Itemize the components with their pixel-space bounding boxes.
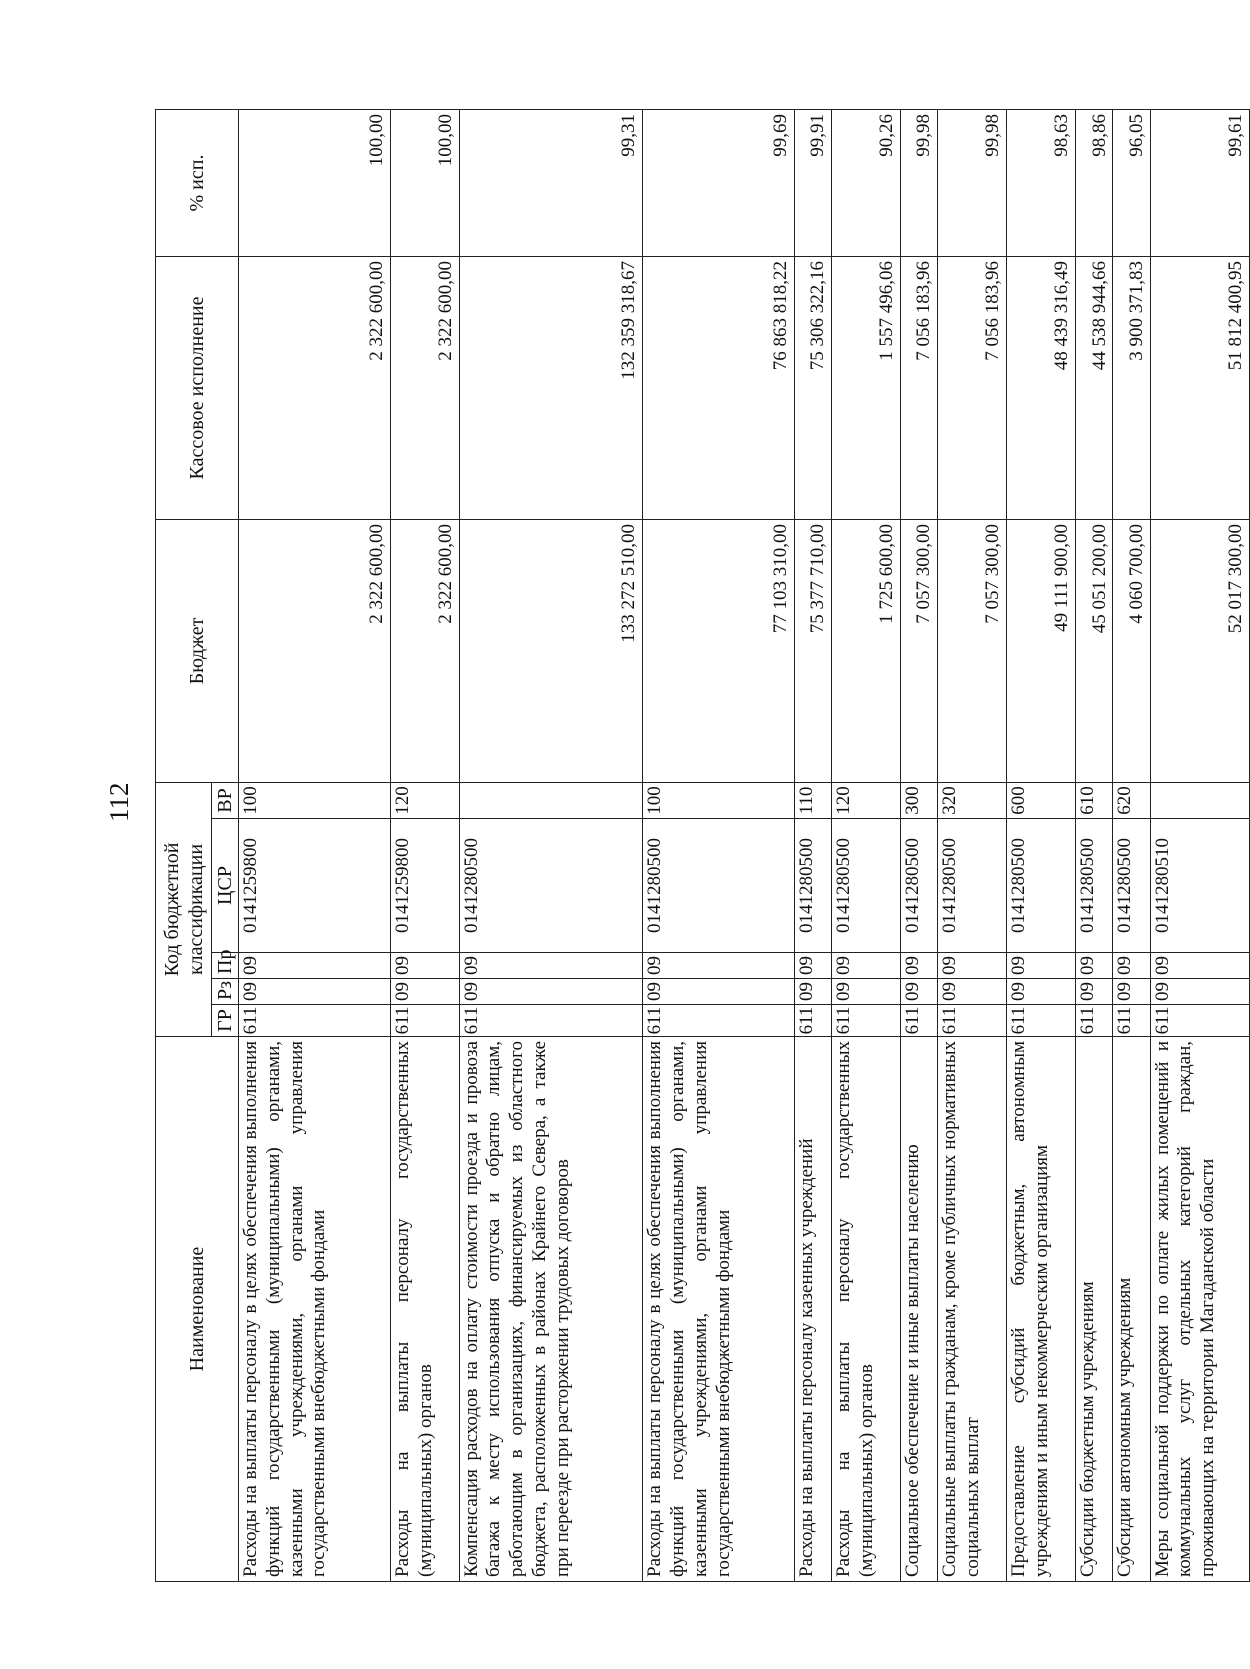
row-vr: 110 — [794, 783, 831, 819]
row-cash: 132 359 318,67 — [459, 257, 642, 520]
row-pct: 99,69 — [643, 110, 795, 257]
row-cash: 75 306 322,16 — [794, 257, 831, 520]
row-rz: 09 — [1113, 979, 1150, 1005]
table-row — [239, 110, 391, 1582]
row-name: Расходы на выплаты персоналу казенных учреждений — [794, 1037, 831, 1582]
row-pr: 09 — [1113, 953, 1150, 979]
header-code-group: Код бюджетной классификации — [156, 783, 212, 1037]
row-cash: 1 557 496,06 — [832, 257, 901, 520]
row-rz: 09 — [239, 979, 391, 1005]
row-pr: 09 — [390, 953, 459, 979]
row-vr: 600 — [1007, 783, 1076, 819]
table-row — [794, 110, 831, 1582]
budget-execution-table — [155, 109, 1250, 1582]
row-name: Социальное обеспечение и иные выплаты населению — [901, 1037, 938, 1582]
row-gr: 611 — [643, 1005, 795, 1037]
row-pr: 09 — [901, 953, 938, 979]
row-budget: 45 051 200,00 — [1076, 520, 1113, 783]
row-pct: 90,26 — [832, 110, 901, 257]
row-cash: 7 056 183,96 — [938, 257, 1007, 520]
row-pct: 99,31 — [459, 110, 642, 257]
row-rz: 09 — [938, 979, 1007, 1005]
row-csr: 0141280500 — [643, 819, 795, 953]
row-vr: 610 — [1076, 783, 1113, 819]
row-vr: 300 — [901, 783, 938, 819]
header-vr: ВР — [212, 783, 239, 819]
row-cash: 2 322 600,00 — [239, 257, 391, 520]
table-row — [901, 110, 938, 1582]
row-pr: 09 — [938, 953, 1007, 979]
row-gr: 611 — [1113, 1005, 1150, 1037]
row-vr: 320 — [938, 783, 1007, 819]
row-name: Расходы на выплаты персоналу государственных (муниципальных) органов — [832, 1037, 901, 1582]
table-row — [1150, 110, 1249, 1582]
row-pr: 09 — [1076, 953, 1113, 979]
row-name: Расходы на выплаты персоналу в целях обеспечения выполнения функций государственными (муниципальными) органами, казенными учреждениями, органами управления государственными внебюджетными фондами — [239, 1037, 391, 1582]
row-gr: 611 — [901, 1005, 938, 1037]
row-csr: 0141280500 — [459, 819, 642, 953]
row-rz: 09 — [643, 979, 795, 1005]
row-budget: 2 322 600,00 — [239, 520, 391, 783]
row-budget: 2 322 600,00 — [390, 520, 459, 783]
table-row — [459, 110, 642, 1582]
table-row — [938, 110, 1007, 1582]
table-row — [1076, 110, 1113, 1582]
row-pct: 98,86 — [1076, 110, 1113, 257]
row-cash: 2 322 600,00 — [390, 257, 459, 520]
row-rz: 09 — [459, 979, 642, 1005]
row-budget: 49 111 900,00 — [1007, 520, 1076, 783]
row-vr: 100 — [643, 783, 795, 819]
row-vr — [1150, 783, 1249, 819]
row-rz: 09 — [1007, 979, 1076, 1005]
row-pct: 98,63 — [1007, 110, 1076, 257]
table-header — [156, 110, 239, 1582]
header-rz: Рз — [212, 979, 239, 1005]
row-gr: 611 — [390, 1005, 459, 1037]
row-csr: 0141280500 — [1007, 819, 1076, 953]
row-pr: 09 — [794, 953, 831, 979]
header-pr: Пр — [212, 953, 239, 979]
row-pct: 100,00 — [239, 110, 391, 257]
row-vr: 120 — [390, 783, 459, 819]
row-rz: 09 — [1076, 979, 1113, 1005]
row-pct: 99,98 — [938, 110, 1007, 257]
row-rz: 09 — [794, 979, 831, 1005]
header-pct: % исп. — [156, 110, 239, 257]
row-budget: 75 377 710,00 — [794, 520, 831, 783]
row-pr: 09 — [1007, 953, 1076, 979]
row-rz: 09 — [901, 979, 938, 1005]
row-pct: 100,00 — [390, 110, 459, 257]
row-cash: 48 439 316,49 — [1007, 257, 1076, 520]
row-rz: 09 — [1150, 979, 1249, 1005]
row-vr: 620 — [1113, 783, 1150, 819]
row-cash: 3 900 371,83 — [1113, 257, 1150, 520]
header-csr: ЦСР — [212, 819, 239, 953]
page-number: 112 — [104, 782, 134, 822]
row-pr: 09 — [832, 953, 901, 979]
row-pct: 99,91 — [794, 110, 831, 257]
table-row — [390, 110, 459, 1582]
row-cash: 44 538 944,66 — [1076, 257, 1113, 520]
row-pct: 96,05 — [1113, 110, 1150, 257]
row-vr: 120 — [832, 783, 901, 819]
row-gr: 611 — [1150, 1005, 1249, 1037]
row-pr: 09 — [643, 953, 795, 979]
row-pr: 09 — [1150, 953, 1249, 979]
row-name: Компенсация расходов на оплату стоимости проезда и провоза багажа к месту использования отпуска и обратно лицам, работающим в организациях, финансируемых из областного бюджета, расположенных в районах Крайнего Севера, а также при переезде при расторжении трудовых договоров — [459, 1037, 642, 1582]
row-budget: 4 060 700,00 — [1113, 520, 1150, 783]
row-gr: 611 — [459, 1005, 642, 1037]
row-gr: 611 — [1007, 1005, 1076, 1037]
row-name: Субсидии бюджетным учреждениям — [1076, 1037, 1113, 1582]
header-name: Наименование — [156, 1037, 239, 1582]
row-rz: 09 — [832, 979, 901, 1005]
table-row — [1113, 110, 1150, 1582]
row-csr: 0141280510 — [1150, 819, 1249, 953]
row-pct: 99,98 — [901, 110, 938, 257]
row-budget: 7 057 300,00 — [901, 520, 938, 783]
row-name: Социальные выплаты гражданам, кроме публичных нормативных социальных выплат — [938, 1037, 1007, 1582]
table-row — [832, 110, 901, 1582]
row-name: Расходы на выплаты персоналу государственных (муниципальных) органов — [390, 1037, 459, 1582]
rotated-table-container — [155, 110, 1250, 1582]
row-budget: 52 017 300,00 — [1150, 520, 1249, 783]
row-csr: 0141259800 — [239, 819, 391, 953]
row-name: Расходы на выплаты персоналу в целях обеспечения выполнения функций государственными (муниципальными) органами, казенными учреждениями, органами управления государственными внебюджетными фондами — [643, 1037, 795, 1582]
row-name: Предоставление субсидий бюджетным, автономным учреждениям и иным некоммерческим организациям — [1007, 1037, 1076, 1582]
row-csr: 0141280500 — [938, 819, 1007, 953]
row-pr: 09 — [459, 953, 642, 979]
row-gr: 611 — [938, 1005, 1007, 1037]
row-budget: 1 725 600,00 — [832, 520, 901, 783]
row-name: Меры социальной поддержки по оплате жилых помещений и коммунальных услуг отдельных категорий граждан, проживающих на территории Магаданской области — [1150, 1037, 1249, 1582]
row-budget: 7 057 300,00 — [938, 520, 1007, 783]
row-csr: 0141280500 — [1113, 819, 1150, 953]
table-row — [643, 110, 795, 1582]
header-cash: Кассовое исполнение — [156, 257, 239, 520]
row-csr: 0141280500 — [832, 819, 901, 953]
row-csr: 0141280500 — [901, 819, 938, 953]
row-budget: 133 272 510,00 — [459, 520, 642, 783]
row-gr: 611 — [794, 1005, 831, 1037]
row-csr: 0141280500 — [1076, 819, 1113, 953]
row-rz: 09 — [390, 979, 459, 1005]
table-row — [1007, 110, 1076, 1582]
row-name: Субсидии автономным учреждениям — [1113, 1037, 1150, 1582]
row-vr: 100 — [239, 783, 391, 819]
row-gr: 611 — [239, 1005, 391, 1037]
row-cash: 76 863 818,22 — [643, 257, 795, 520]
row-csr: 0141280500 — [794, 819, 831, 953]
table-body — [239, 110, 1250, 1582]
row-pct: 99,61 — [1150, 110, 1249, 257]
row-pr: 09 — [239, 953, 391, 979]
row-gr: 611 — [1076, 1005, 1113, 1037]
header-budget: Бюджет — [156, 520, 239, 783]
row-csr: 0141259800 — [390, 819, 459, 953]
row-cash: 51 812 400,95 — [1150, 257, 1249, 520]
header-gr: ГР — [212, 1005, 239, 1037]
row-vr — [459, 783, 642, 819]
row-gr: 611 — [832, 1005, 901, 1037]
row-cash: 7 056 183,96 — [901, 257, 938, 520]
row-budget: 77 103 310,00 — [643, 520, 795, 783]
